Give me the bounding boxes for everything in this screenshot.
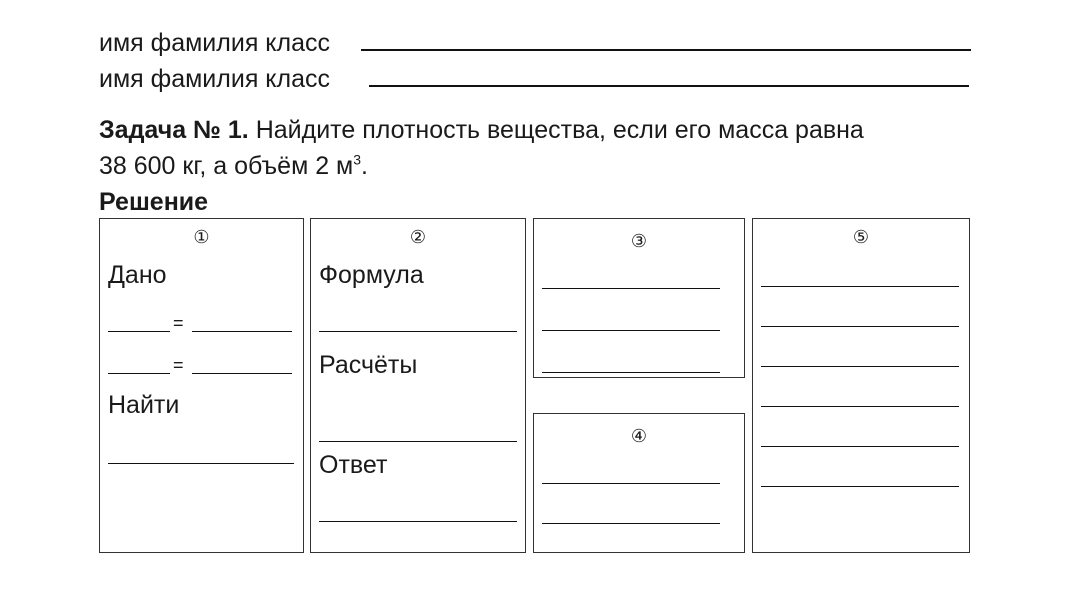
box-2-formula bbox=[310, 218, 526, 553]
name-class-label-1: имя фамилия класс bbox=[99, 29, 331, 57]
box-5-line-6[interactable] bbox=[761, 486, 959, 487]
name-class-blank-2[interactable] bbox=[369, 85, 969, 87]
box-3-line-1[interactable] bbox=[542, 288, 720, 289]
box-2-number: ② bbox=[409, 227, 427, 247]
box-4-line-2[interactable] bbox=[542, 523, 720, 524]
calc-blank[interactable] bbox=[319, 441, 517, 442]
box-5-line-1[interactable] bbox=[761, 286, 959, 287]
box-4 bbox=[533, 413, 745, 553]
answer-label: Ответ bbox=[319, 451, 388, 479]
box-5-line-2[interactable] bbox=[761, 326, 959, 327]
box-3-number: ③ bbox=[630, 231, 648, 251]
find-label: Найти bbox=[108, 391, 180, 419]
box-5-line-3[interactable] bbox=[761, 366, 959, 367]
task-text-a: Найдите плотность вещества, если его масса равна bbox=[248, 116, 864, 144]
name-class-label-2: имя фамилия класс bbox=[99, 65, 331, 93]
answer-blank[interactable] bbox=[319, 521, 517, 522]
formula-blank[interactable] bbox=[319, 331, 517, 332]
given-2-value-blank[interactable] bbox=[192, 373, 292, 374]
find-blank[interactable] bbox=[108, 463, 294, 464]
box-1-given bbox=[99, 218, 304, 553]
task-text-end: . bbox=[361, 152, 368, 180]
name-class-line-2 bbox=[99, 62, 979, 96]
box-3 bbox=[533, 218, 745, 378]
box-1-number: ① bbox=[193, 227, 210, 247]
box-3-line-2[interactable] bbox=[542, 330, 720, 331]
given-2-symbol-blank[interactable] bbox=[108, 373, 170, 374]
box-5-number: ⑤ bbox=[852, 227, 870, 247]
task-text-sup: 3 bbox=[353, 151, 362, 168]
task-title: Задача № 1. bbox=[99, 116, 249, 144]
solution-heading: Решение bbox=[99, 188, 209, 216]
given-1-value-blank[interactable] bbox=[192, 331, 292, 332]
given-2-equals: = bbox=[173, 355, 184, 375]
given-1-symbol-blank[interactable] bbox=[108, 331, 170, 332]
box-5 bbox=[752, 218, 970, 553]
formula-label: Формула bbox=[319, 261, 424, 289]
box-5-line-4[interactable] bbox=[761, 406, 959, 407]
task-text-b: 38 600 кг, а объём 2 м bbox=[99, 152, 354, 180]
given-label: Дано bbox=[108, 261, 167, 289]
name-class-line-1 bbox=[99, 26, 979, 60]
box-5-line-5[interactable] bbox=[761, 446, 959, 447]
given-1-equals: = bbox=[173, 313, 184, 333]
box-4-number: ④ bbox=[630, 426, 648, 446]
calc-label: Расчёты bbox=[319, 351, 418, 379]
name-class-blank-1[interactable] bbox=[361, 49, 971, 51]
task-statement bbox=[99, 112, 999, 184]
box-4-line-1[interactable] bbox=[542, 483, 720, 484]
box-3-line-3[interactable] bbox=[542, 372, 720, 373]
